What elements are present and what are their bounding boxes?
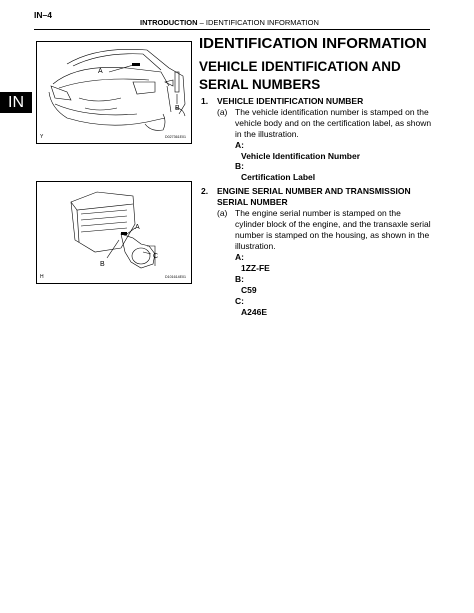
section1-line-3: in the illustration. <box>235 129 299 139</box>
figure2-label-a: A <box>135 224 140 231</box>
section2-item-marker: (a) <box>217 208 228 218</box>
section1-a-label: A: <box>235 140 244 150</box>
section1-number: 1. <box>201 96 209 106</box>
figure2-corner-code: H <box>40 274 44 280</box>
section1-line-2: vehicle body and on the certification label, as shown <box>235 118 432 128</box>
section-tab: IN <box>0 92 32 113</box>
figure2-label-b: B <box>100 261 105 268</box>
subtitle-line-1: VEHICLE IDENTIFICATION AND <box>199 59 401 74</box>
section1-item-marker: (a) <box>217 107 228 117</box>
section1-body <box>235 107 435 140</box>
section1-line-1: The vehicle identification number is stamped on the <box>235 107 429 117</box>
section2-heading-line-2: SERIAL NUMBER <box>217 197 288 207</box>
section1-b-value: Certification Label <box>241 172 316 182</box>
section2-heading-line-1: ENGINE SERIAL NUMBER AND TRANSMISSION <box>217 186 411 196</box>
section2-heading <box>217 186 437 208</box>
section1-a-value: Vehicle Identification Number <box>241 151 361 161</box>
page-subtitle <box>199 58 439 94</box>
header-dash: – <box>199 18 204 27</box>
section2-number: 2. <box>201 186 209 196</box>
figure2-id: D101614E01 <box>165 275 186 279</box>
section2-a-label: A: <box>235 252 244 262</box>
section2-c-value: A246E <box>241 307 267 317</box>
figure1-corner-code: Y <box>40 134 44 140</box>
vehicle-illustration <box>36 41 192 144</box>
page-number: IN–4 <box>34 10 52 20</box>
section2-b-label: B: <box>235 274 244 284</box>
engine-illustration <box>36 181 192 284</box>
section1-heading: VEHICLE IDENTIFICATION NUMBER <box>217 96 364 106</box>
header-section: INTRODUCTION <box>140 18 198 27</box>
page-title: IDENTIFICATION INFORMATION <box>199 35 427 52</box>
section2-line-2: cylinder block of the engine, and the transaxle serial <box>235 219 431 229</box>
running-header <box>140 18 319 27</box>
figure2-label-c: C <box>153 253 159 260</box>
section1-b-label: B: <box>235 161 244 171</box>
header-rule <box>34 29 430 30</box>
header-title: IDENTIFICATION INFORMATION <box>205 18 319 27</box>
section2-body <box>235 208 435 252</box>
section2-line-4: illustration. <box>235 241 276 251</box>
section2-line-3: number is stamped on the housing, as shown in the <box>235 230 430 240</box>
figure1-id: D027361E01 <box>165 135 186 139</box>
section2-c-label: C: <box>235 296 244 306</box>
subtitle-line-2: SERIAL NUMBERS <box>199 77 321 92</box>
section2-line-1: The engine serial number is stamped on the <box>235 208 401 218</box>
vehicle-drawing <box>37 42 191 143</box>
section2-a-value: 1ZZ-FE <box>241 263 270 273</box>
engine-drawing <box>37 182 191 283</box>
section2-b-value: C59 <box>241 285 257 295</box>
figure1-label-a: A <box>98 68 103 75</box>
figure1-label-b: B <box>175 105 180 112</box>
